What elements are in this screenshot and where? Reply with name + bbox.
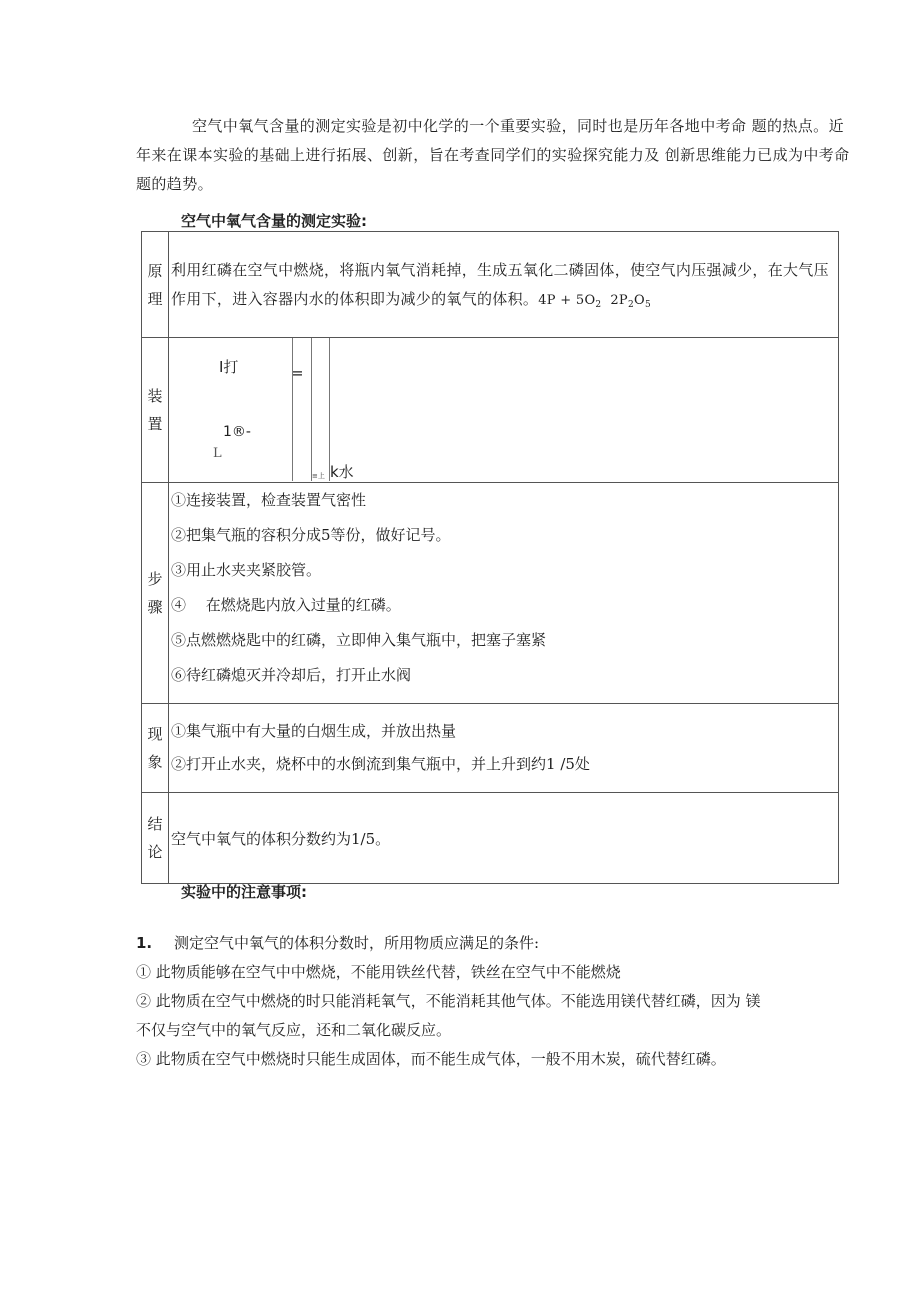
note-text: 测定空气中氧气的体积分数时，所用物质应满足的条件: bbox=[174, 934, 540, 952]
steps-label bbox=[142, 483, 169, 704]
phenomenon-item: ②打开止水夹，烧杯中的水倒流到集气瓶中，并上升到约1 /5处 bbox=[171, 755, 590, 773]
note-number: 1. bbox=[136, 934, 153, 952]
note-line: ② 此物质在空气中燃烧的时只能消耗氧气，不能消耗其他气体。不能选用镁代替红磷，因为 镁 bbox=[136, 992, 761, 1010]
phenomenon-label bbox=[142, 704, 169, 793]
figure-label-spoon: 1®- bbox=[223, 424, 251, 440]
step-item: ③用止水夹夹紧胶管。 bbox=[171, 561, 322, 579]
note-item-1 bbox=[136, 929, 856, 958]
principle-text bbox=[169, 232, 839, 338]
principle-label bbox=[142, 232, 169, 338]
notes-title: 实验中的注意事项: bbox=[181, 883, 307, 901]
conclusion-label bbox=[142, 793, 169, 884]
phenomenon-label-char-1: 现 bbox=[147, 725, 163, 743]
step-item: ①连接装置，检查装置气密性 bbox=[171, 491, 367, 509]
figure-line-2 bbox=[311, 338, 312, 481]
conclusion-label-char-1: 结 bbox=[147, 815, 163, 833]
principle-body: 利用红磷在空气中燃烧，将瓶内氧气消耗掉，生成五氧化二磷固体，使空气内压强减少，在大气压作用下，进入容器内水的体积即为减少的氧气的体积。 bbox=[171, 261, 829, 308]
step-item: ⑤点燃燃烧匙中的红磷，立即伸入集气瓶中，把塞子塞紧 bbox=[171, 631, 547, 649]
apparatus-label-char-2: 置 bbox=[147, 415, 163, 433]
conclusion-label-char-2: 论 bbox=[147, 843, 163, 861]
notes-section bbox=[136, 929, 856, 1074]
phenomenon-label-char-2: 象 bbox=[147, 753, 163, 771]
phenomenon-item: ①集气瓶中有大量的白烟生成，并放出热量 bbox=[171, 722, 457, 740]
intro-paragraph: 空气中氧气含量的测定实验是初中化学的一个重要实验，同时也是历年各地中考命 题的热点。近年来在课本实验的基础上进行拓展、创新，旨在考查同学们的实验探究能力及 创新思维能力已成为中考命题的趋势。 bbox=[136, 117, 850, 193]
chemical-equation: $4P + 5O_2$ $2P_2O_5$ bbox=[538, 293, 651, 310]
apparatus-row bbox=[142, 338, 839, 483]
apparatus-label-char-1: 装 bbox=[147, 387, 163, 405]
steps-list bbox=[169, 483, 839, 704]
steps-row bbox=[142, 483, 839, 704]
phenomenon-list bbox=[169, 704, 839, 793]
conclusion-row bbox=[142, 793, 839, 884]
figure-label-water: k水 bbox=[330, 463, 354, 481]
experiment-table bbox=[141, 231, 839, 884]
principle-label-char-1: 原 bbox=[147, 261, 163, 280]
step-item: ⑥待红磷熄灭并冷却后，打开止水阀 bbox=[171, 666, 412, 684]
steps-label-char-1: 步 bbox=[147, 570, 163, 588]
phenomenon-row bbox=[142, 704, 839, 793]
figure-line-3 bbox=[329, 338, 330, 481]
figure-label-eq: = bbox=[291, 364, 304, 382]
figure-line-1 bbox=[292, 338, 293, 481]
apparatus-figure bbox=[169, 338, 839, 483]
figure-label-scale: ≡上 bbox=[312, 472, 325, 480]
note-line: 不仅与空气中的氧气反应，还和二氧化碳反应。 bbox=[136, 1021, 452, 1039]
principle-row bbox=[142, 232, 839, 338]
note-line: ③ 此物质在空气中燃烧时只能生成固体，而不能生成气体，一般不用木炭，硫代替红磷。 bbox=[136, 1050, 726, 1068]
note-line: ① 此物质能够在空气中中燃烧，不能用铁丝代替，铁丝在空气中不能燃烧 bbox=[136, 963, 621, 981]
figure-label-clamp: I打 bbox=[219, 358, 239, 376]
step-item: ④ 在燃烧匙内放入过量的红磷。 bbox=[171, 596, 401, 614]
principle-label-char-2: 理 bbox=[147, 289, 163, 308]
step-item: ②把集气瓶的容积分成5等份，做好记号。 bbox=[171, 526, 451, 544]
steps-label-char-2: 骤 bbox=[147, 598, 163, 616]
conclusion-text: 空气中氧气的体积分数约为1/5。 bbox=[169, 793, 839, 884]
figure-label-l: L bbox=[213, 446, 222, 461]
apparatus-label bbox=[142, 338, 169, 483]
table-title: 空气中氧气含量的测定实验: bbox=[181, 212, 367, 230]
